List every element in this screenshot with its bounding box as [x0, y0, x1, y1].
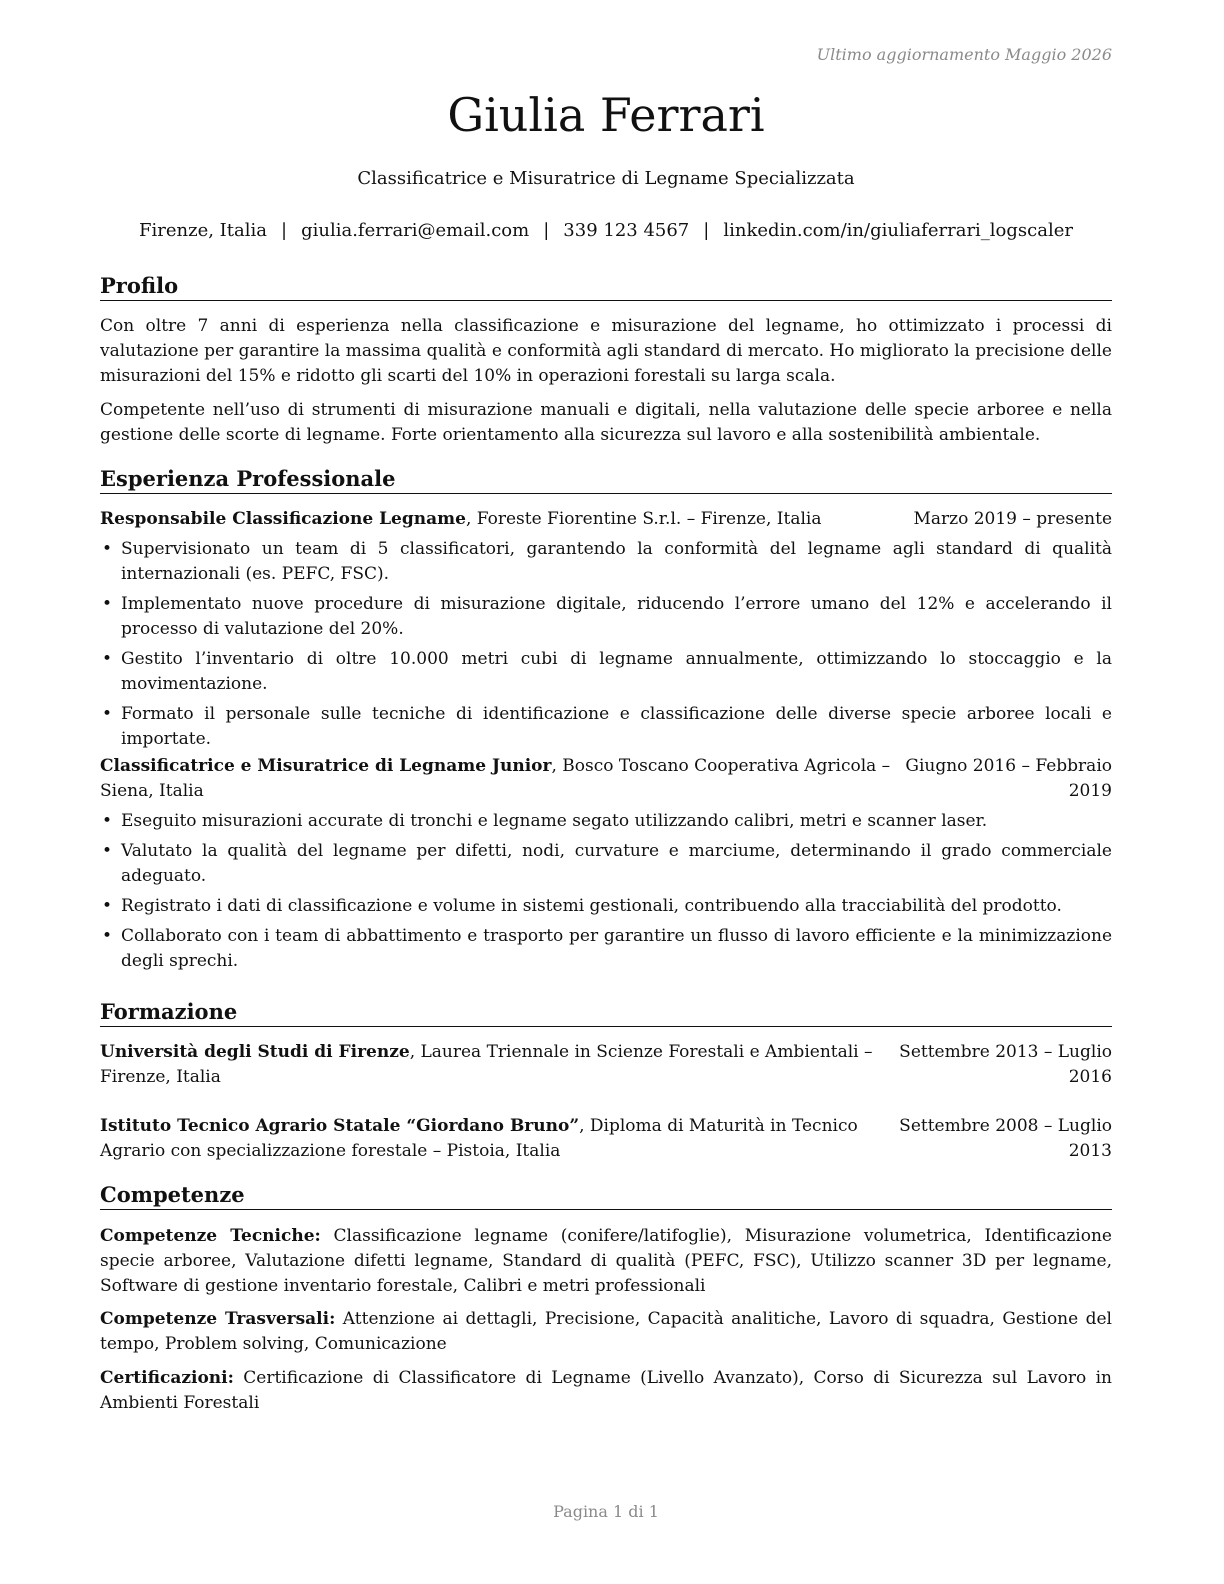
list-item: • Supervisionato un team di 5 classificatori, garantendo la conformità del legname agli standard di qualità internazionali (es. PEFC, FSC).: [100, 537, 1112, 587]
job-location: Siena, Italia: [100, 781, 204, 801]
contact-linkedin[interactable]: linkedin.com/in/giuliaferrari_logscaler: [723, 220, 1073, 241]
education-degree: , Laurea Triennale in Scienze Forestali e Ambientali –: [409, 1042, 873, 1062]
last-updated: Ultimo aggiornamento Maggio 2026: [816, 45, 1112, 64]
education-entry: [100, 1114, 1112, 1164]
skills-technical-label: Competenze Tecniche:: [100, 1226, 321, 1246]
job-dates-end: 2019: [1068, 781, 1112, 801]
section-title-education: Formazione: [100, 998, 1112, 1027]
job-header: [100, 507, 1112, 532]
skills-cert-text: Certificazione di Classificatore di Legname (Livello Avanzato), Corso di Sicurezza sul Lavoro in Ambienti Forestali: [100, 1368, 1112, 1413]
contact-phone: 339 123 4567: [563, 220, 690, 241]
section-title-skills: Competenze: [100, 1181, 1112, 1210]
job-header: [100, 754, 1112, 804]
skills-cert-label: Certificazioni:: [100, 1368, 234, 1388]
list-item: • Registrato i dati di classificazione e volume in sistemi gestionali, contribuendo alla tracciabilità del prodotto.: [100, 894, 1112, 919]
list-item: • Gestito l’inventario di oltre 10.000 metri cubi di legname annualmente, ottimizzando lo stoccaggio e la movimentazione.: [100, 647, 1112, 697]
contact-separator: |: [543, 220, 550, 241]
job-company: , Foreste Fiorentine S.r.l. – Firenze, Italia: [465, 509, 822, 529]
list-item: • Collaborato con i team di abbattimento e trasporto per garantire un flusso di lavoro efficiente e la minimizzazione degli sprechi.: [100, 924, 1112, 974]
education-dates: Settembre 2008 – Luglio: [899, 1116, 1112, 1136]
section-title-experience: Esperienza Professionale: [100, 465, 1112, 494]
skills-technical: [100, 1224, 1112, 1299]
list-item: • Implementato nuove procedure di misurazione digitale, riducendo l’errore umano del 12% e accelerando il processo di valutazione del 20%.: [100, 592, 1112, 642]
profile-paragraph-1: Con oltre 7 anni di esperienza nella classificazione e misurazione del legname, ho ottimizzato i processi di valutazione per garantire la massima qualità e conformità agli standard di mercato. Ho migliorato la precisione delle misurazioni del 15% e ridotto gli scarti del 10% in operazioni forestali su larga scala.: [100, 316, 1112, 386]
resume-page: [100, 0, 1112, 1584]
job-dates: Marzo 2019 – presente: [913, 509, 1112, 529]
contact-line: [100, 220, 1112, 241]
contact-email[interactable]: giulia.ferrari@email.com: [301, 220, 530, 241]
education-dates-end: 2016: [1068, 1067, 1112, 1087]
skills-soft: [100, 1307, 1112, 1357]
education-dates: Settembre 2013 – Luglio: [899, 1042, 1112, 1062]
candidate-tagline: Classificatrice e Misuratrice di Legname Specializzata: [357, 168, 855, 189]
job-company: , Bosco Toscano Cooperativa Agricola –: [551, 756, 891, 776]
candidate-name: Giulia Ferrari: [447, 88, 765, 142]
job-bullets: [100, 809, 1112, 979]
job-role: Responsabile Classificazione Legname: [100, 509, 466, 529]
job-dates: Giugno 2016 – Febbraio: [905, 756, 1112, 776]
skills-technical-text: Classificazione legname (conifere/latifoglie), Misurazione volumetrica, Identificazione specie arboree, Valutazione difetti legname, Standard di qualità (PEFC, FSC), Utilizzo scanner 3D per legname, Software di gestione inventario forestale, Calibri e metri professionali: [100, 1226, 1112, 1296]
education-location: Agrario con specializzazione forestale – Pistoia, Italia: [100, 1141, 561, 1161]
list-item: • Eseguito misurazioni accurate di tronchi e legname segato utilizzando calibri, metri e scanner laser.: [100, 809, 1112, 834]
skills-soft-label: Competenze Trasversali:: [100, 1309, 336, 1329]
list-item: • Valutato la qualità del legname per difetti, nodi, curvature e marciume, determinando il grado commerciale adeguato.: [100, 839, 1112, 889]
section-title-profile: Profilo: [100, 272, 1112, 301]
page-number: Pagina 1 di 1: [553, 1502, 659, 1521]
profile-paragraph-2: Competente nell’uso di strumenti di misurazione manuali e digitali, nella valutazione delle specie arboree e nella gestione delle scorte di legname. Forte orientamento alla sicurezza sul lavoro e alla sostenibilità ambientale.: [100, 400, 1112, 445]
education-degree: , Diploma di Maturità in Tecnico: [579, 1116, 858, 1136]
job-bullets: [100, 537, 1112, 757]
education-entry: [100, 1040, 1112, 1090]
education-dates-end: 2013: [1068, 1141, 1112, 1161]
skills-certifications: [100, 1366, 1112, 1416]
education-location: Firenze, Italia: [100, 1067, 221, 1087]
contact-separator: |: [281, 220, 288, 241]
contact-location: Firenze, Italia: [139, 220, 267, 241]
skills-soft-text: Attenzione ai dettagli, Precisione, Capacità analitiche, Lavoro di squadra, Gestione del tempo, Problem solving, Comunicazione: [100, 1309, 1112, 1354]
contact-separator: |: [703, 220, 710, 241]
list-item: • Formato il personale sulle tecniche di identificazione e classificazione delle diverse specie arboree locali e importate.: [100, 702, 1112, 752]
job-role: Classificatrice e Misuratrice di Legname Junior: [100, 756, 552, 776]
education-school: Università degli Studi di Firenze: [100, 1042, 410, 1062]
education-school: Istituto Tecnico Agrario Statale “Giordano Bruno”: [100, 1116, 580, 1136]
